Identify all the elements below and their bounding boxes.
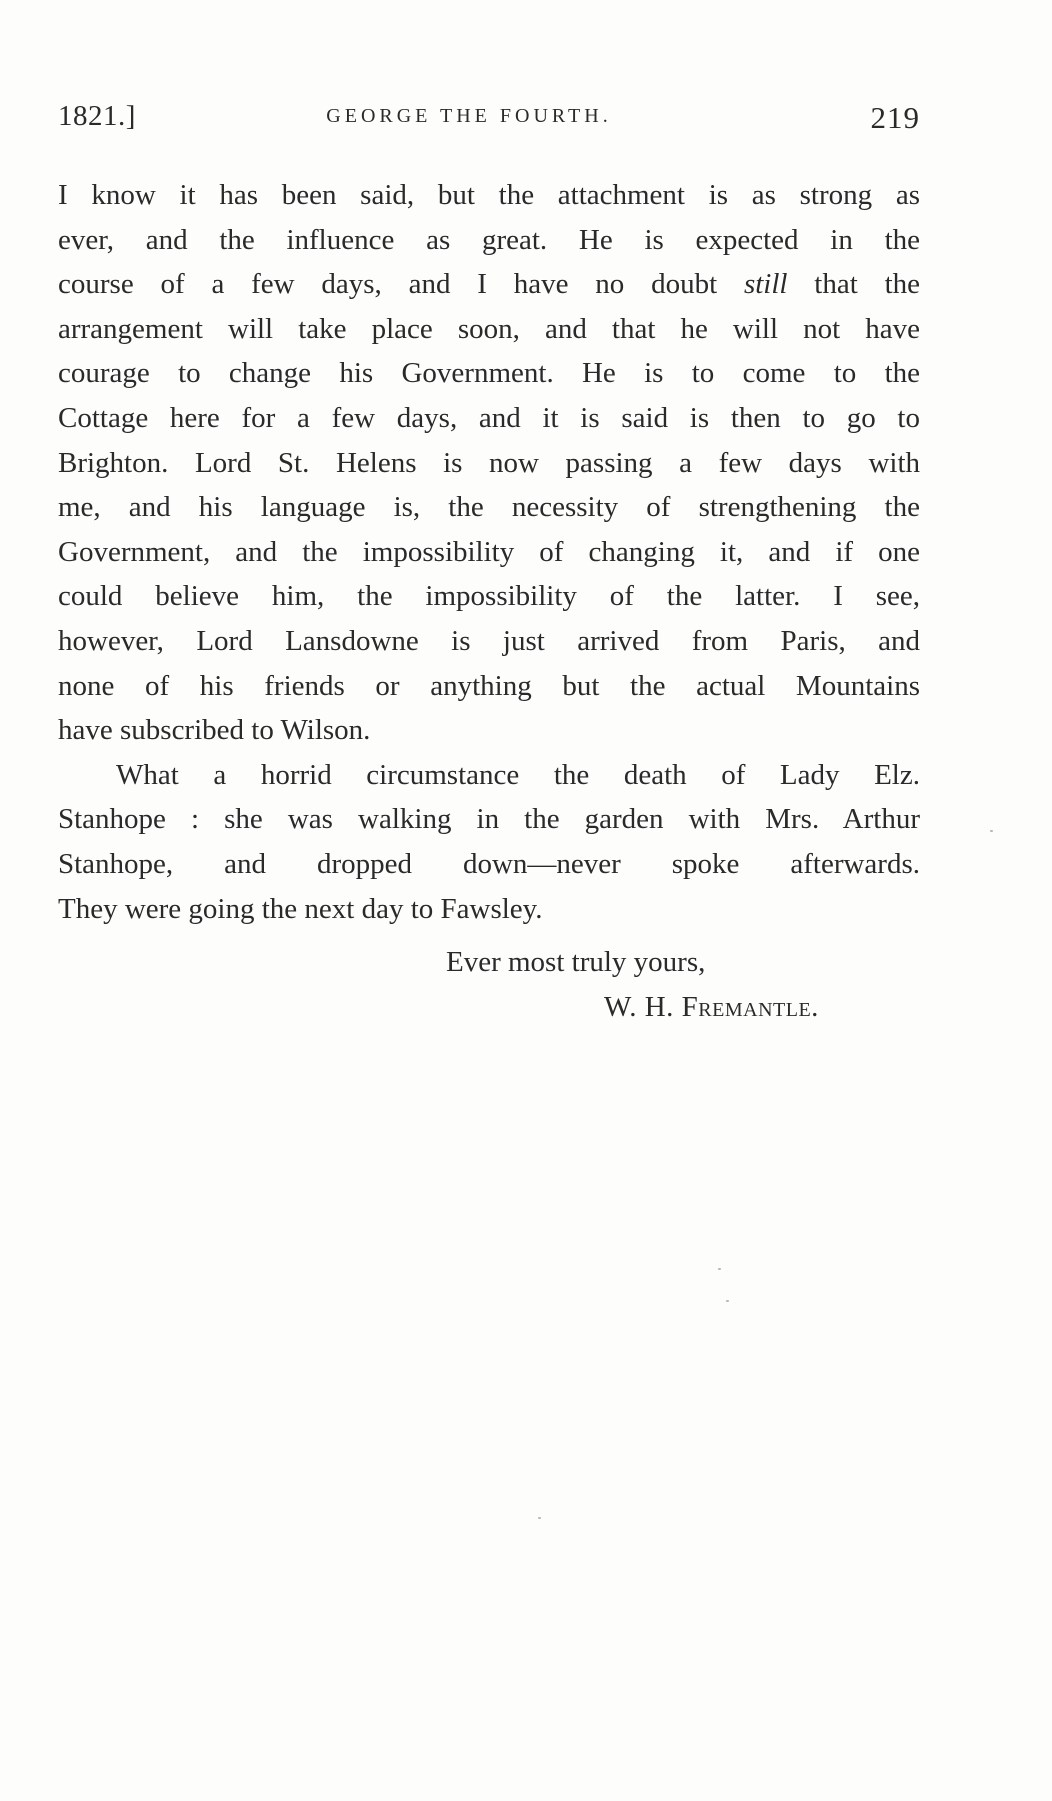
text-line: me, and his language is, the necessity of strengthening the: [58, 491, 920, 524]
paper-speck: [538, 1517, 541, 1519]
text-line: Cottage here for a few days, and it is said is then to go to: [58, 401, 920, 434]
text-line: have subscribed to Wilson.: [58, 714, 371, 747]
letter-signature: W. H. Fremantle.: [604, 991, 819, 1023]
text-line: What a horrid circumstance the death of Lady Elz.: [116, 758, 920, 791]
letter-closing: Ever most truly yours,: [446, 946, 706, 978]
text-line: I know it has been said, but the attachment is as strong as: [58, 179, 920, 211]
paper-speck: [718, 1268, 721, 1270]
text-line: none of his friends or anything but the actual Mountains: [58, 669, 920, 702]
paragraph-2: [58, 753, 920, 931]
paper-speck: [990, 830, 993, 832]
letter-body: [58, 173, 920, 931]
page-number: 219: [870, 100, 920, 135]
paragraph-1: [58, 173, 920, 753]
text-line: Brighton. Lord St. Helens is now passing a few days with: [58, 446, 920, 479]
text-line: Stanhope, and dropped down—never spoke afterwards.: [58, 847, 920, 880]
text-segment: course of a few days, and I have no doubt: [58, 268, 718, 301]
text-line: arrangement will take place soon, and that he will not have: [58, 312, 920, 345]
emphasized-word: still: [743, 268, 788, 301]
text-line: They were going the next day to Fawsley.: [58, 892, 543, 925]
text-line: ever, and the influence as great. He is expected in the: [58, 223, 920, 256]
text-line: [58, 262, 920, 307]
text-line: could believe him, the impossibility of the latter. I see,: [58, 580, 920, 613]
text-segment: that the: [814, 268, 921, 301]
text-line: courage to change his Government. He is to come to the: [58, 357, 920, 390]
text-line: Stanhope : she was walking in the garden with Mrs. Arthur: [58, 803, 920, 836]
paper-speck: [726, 1300, 729, 1302]
running-head: [58, 100, 920, 140]
text-line: Government, and the impossibility of changing it, and if one: [58, 535, 920, 568]
header-year: 1821.]: [58, 100, 136, 132]
header-title: GEORGE THE FOURTH.: [326, 105, 612, 127]
text-line: however, Lord Lansdowne is just arrived from Paris, and: [58, 624, 920, 657]
